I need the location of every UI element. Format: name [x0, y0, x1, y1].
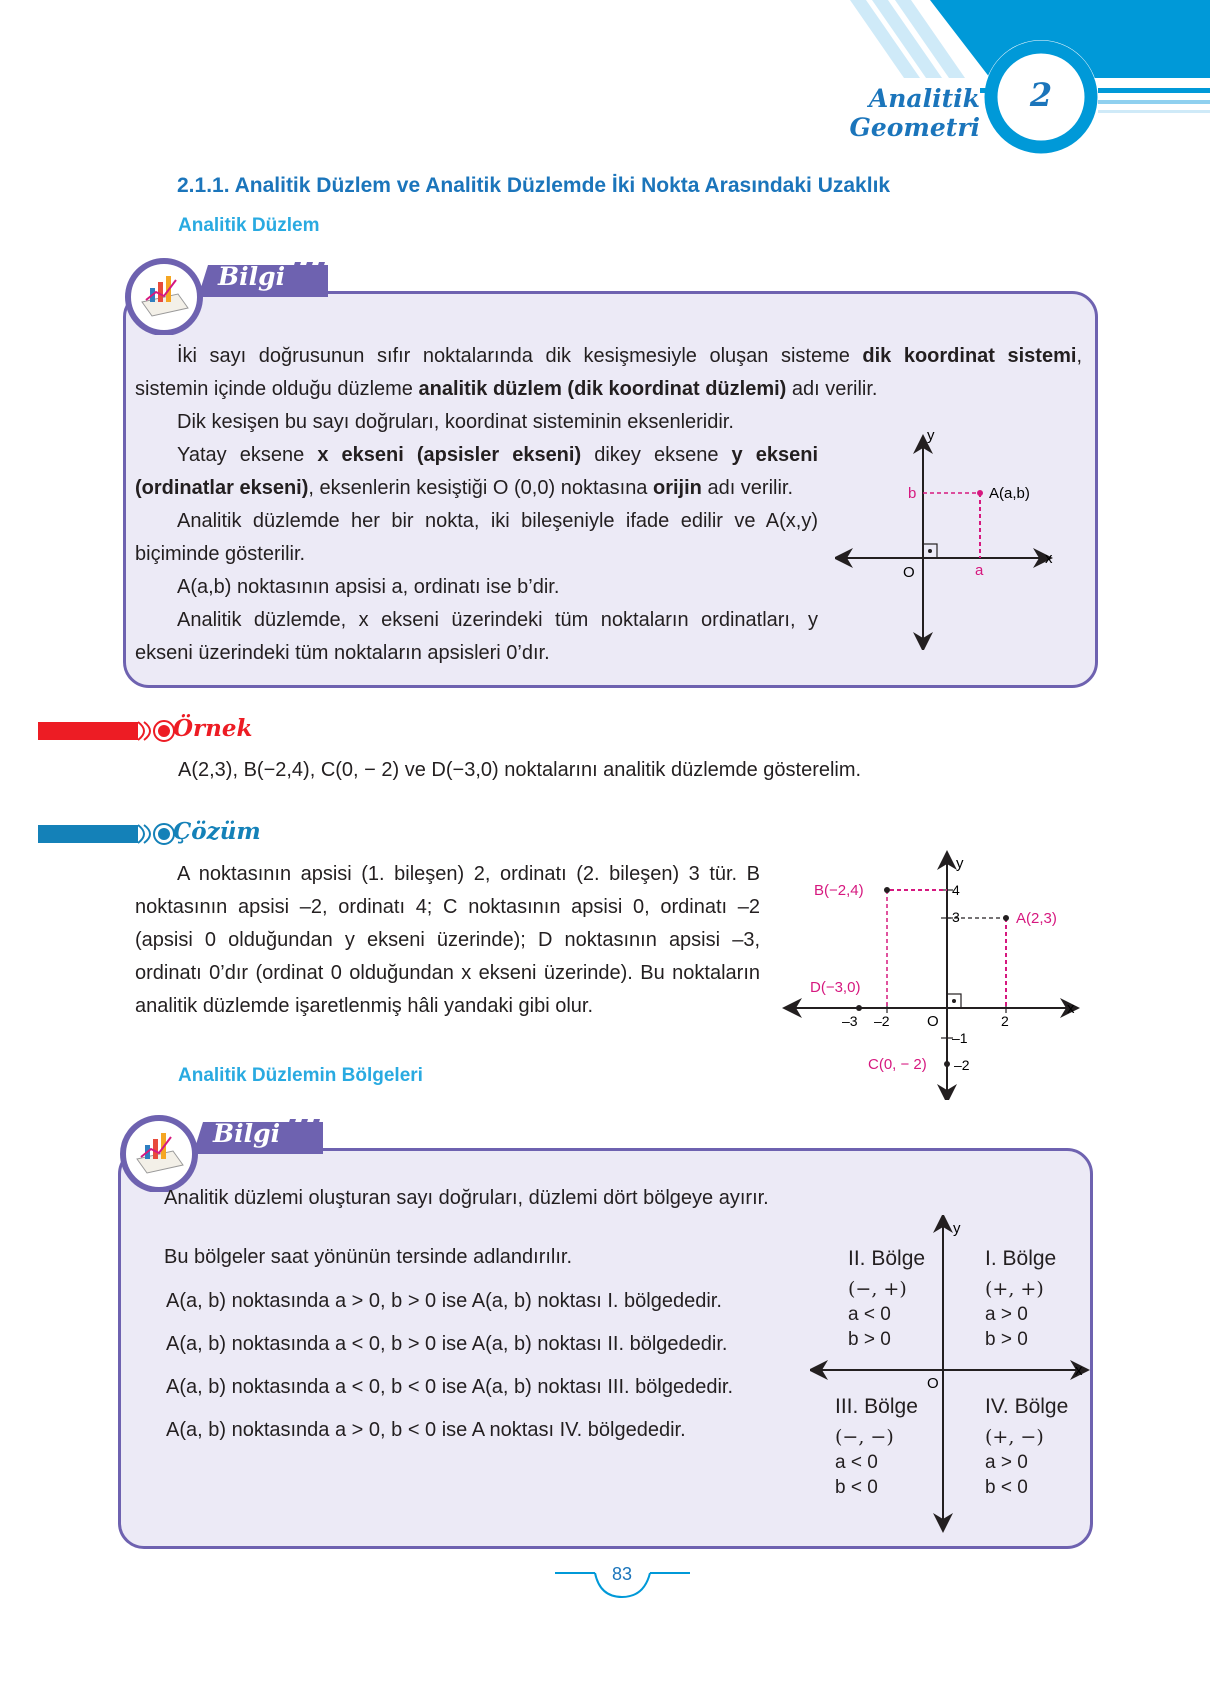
- quadrant-title: III. Bölge: [835, 1395, 918, 1418]
- point-b-label: B(−2,4): [814, 882, 864, 899]
- tick-label: 4: [952, 882, 960, 898]
- section-title: 2.1.1. Analitik Düzlem ve Analitik Düzlemde İki Nokta Arasındaki Uzaklık: [177, 174, 891, 197]
- term: y ekseni (ordinatlar ekseni): [135, 444, 819, 499]
- quadrant-a: a > 0: [985, 1304, 1028, 1325]
- quadrant-sign: (−, −): [835, 1426, 894, 1448]
- quadrant-sign: (−, +): [848, 1278, 907, 1300]
- tick-label: 3: [952, 909, 960, 925]
- text: dikey eksene: [581, 444, 732, 466]
- info-label-arrows: [287, 261, 325, 289]
- text: , sistemin içinde olduğu düzleme: [135, 345, 1082, 400]
- info-label: Bilgi: [213, 1119, 281, 1148]
- tick-label: –2: [954, 1057, 970, 1073]
- tick-label: –2: [874, 1013, 890, 1029]
- quadrant-3: [835, 1395, 955, 1500]
- info-text: [135, 340, 1082, 406]
- paragraph: Analitik düzlemde her bir nokta, iki bileşeniyle ifade edilir ve A(x,y) biçiminde gösterilir.: [135, 510, 818, 565]
- text: Yatay eksene: [177, 444, 318, 466]
- point-c: [944, 1061, 950, 1067]
- quadrant-1: [985, 1247, 1085, 1352]
- info-label: Bilgi: [218, 262, 286, 291]
- quadrant-b: b > 0: [848, 1329, 891, 1350]
- text: , eksenlerin kesiştiği O (0,0) noktasına: [308, 477, 653, 499]
- x-axis-label: x: [1075, 1362, 1083, 1379]
- point-c-label: C(0, − 2): [868, 1056, 927, 1073]
- quadrant-title: II. Bölge: [848, 1247, 926, 1270]
- info-text-narrow: [135, 406, 818, 670]
- term: analitik düzlem (dik koordinat düzlemi): [418, 378, 787, 400]
- text: adı verilir.: [701, 477, 794, 499]
- info-label-arrows: [282, 1118, 320, 1146]
- solution-label: Çözüm: [173, 818, 261, 845]
- quadrant-title: IV. Bölge: [985, 1395, 1069, 1418]
- paragraph: A(a,b) noktasının apsisi a, ordinatı ise b’dir.: [177, 576, 560, 598]
- y-axis-label: y: [927, 427, 935, 444]
- info-line: A(a, b) noktasında a < 0, b < 0 ise A(a, b) noktası III. bölgededir.: [166, 1376, 734, 1398]
- paragraph: A noktasının apsisi (1. bileşen) 2, ordinatı (2. bileşen) 3 tür. B noktasının apsisi –2, ordinatı 4; C noktasının apsisi 0, ordinatı –2 (apsisi 0 olduğundan y ekseni üzerinde); D noktasının apsisi –3, ordinatı 0’dır (ordinat 0 olduğundan x ekseni üzerinde). Bu noktaların analitik düzlemde işaretlenmiş hâli yandaki gibi olur.: [135, 863, 760, 1017]
- chart-icon: [133, 1129, 185, 1177]
- point-a: [977, 490, 983, 496]
- example-label: Örnek: [173, 715, 253, 742]
- example-text: A(2,3), B(−2,4), C(0, − 2) ve D(−3,0) noktalarını analitik düzlemde gösterelim.: [178, 759, 862, 781]
- quadrant-a: a < 0: [848, 1304, 891, 1325]
- term: x ekseni (apsisler ekseni): [317, 444, 582, 466]
- x-axis-label: x: [1067, 1000, 1075, 1017]
- b-label: b: [908, 485, 917, 502]
- quadrant-b: b < 0: [835, 1477, 878, 1498]
- quadrant-b: b < 0: [985, 1477, 1028, 1498]
- a-label: a: [975, 562, 984, 579]
- quadrant-a: a > 0: [985, 1452, 1028, 1473]
- tick-label: –1: [952, 1030, 968, 1046]
- info-line: A(a, b) noktasında a > 0, b > 0 ise A(a, b) noktası I. bölgededir.: [166, 1290, 722, 1312]
- tick-label: 2: [1001, 1013, 1009, 1029]
- solution-text: [135, 858, 760, 1023]
- quadrant-sign: (+, −): [985, 1426, 1044, 1448]
- quadrant-2: [848, 1247, 958, 1352]
- chapter-title: Analitik Geometri: [849, 84, 980, 142]
- y-axis-label: y: [953, 1220, 961, 1237]
- chart-icon: [138, 272, 190, 320]
- info-line: A(a, b) noktasında a < 0, b > 0 ise A(a, b) noktası II. bölgededir.: [166, 1333, 728, 1355]
- page-number: 83: [611, 1564, 633, 1584]
- paragraph: Dik kesişen bu sayı doğruları, koordinat sisteminin eksenleridir.: [177, 411, 734, 433]
- y-axis-label: y: [956, 855, 964, 872]
- point-d-label: D(−3,0): [810, 979, 861, 996]
- info-line: A(a, b) noktasında a > 0, b < 0 ise A noktası IV. bölgededir.: [166, 1419, 686, 1441]
- info-line: Analitik düzlemi oluşturan sayı doğruları, düzlemi dört bölgeye ayırır.: [164, 1187, 769, 1209]
- point-a-label: A(a,b): [989, 485, 1030, 502]
- quadrant-title: I. Bölge: [985, 1247, 1057, 1270]
- chapter-number: 2: [1029, 76, 1053, 114]
- paragraph: Analitik düzlemde, x ekseni üzerindeki tüm noktaların ordinatları, y ekseni üzerindeki tüm noktaların apsisleri 0’dır.: [135, 609, 818, 664]
- solution-banner: [38, 821, 178, 847]
- info-line: Bu bölgeler saat yönünün tersinde adlandırılır.: [164, 1246, 573, 1268]
- points-graph: [780, 850, 1090, 1100]
- x-axis-label: x: [1045, 550, 1053, 567]
- coordinate-graph: [835, 420, 1075, 650]
- paragraph: [135, 439, 818, 505]
- point-b: [884, 887, 890, 893]
- point-a: [1003, 915, 1009, 921]
- text: İki sayı doğrusunun sıfır noktalarında dik kesişmesiyle oluşan sisteme: [177, 345, 863, 367]
- subsection-title: Analitik Düzlemin Bölgeleri: [178, 1065, 423, 1086]
- tick-label: –3: [842, 1013, 858, 1029]
- term: dik koordinat sistemi: [862, 345, 1077, 367]
- quadrant-b: b > 0: [985, 1329, 1028, 1350]
- term: orijin: [653, 477, 702, 499]
- point-a-label: A(2,3): [1016, 910, 1057, 927]
- quadrant-sign: (+, +): [985, 1278, 1044, 1300]
- quadrant-a: a < 0: [835, 1452, 878, 1473]
- origin-label: O: [927, 1375, 939, 1392]
- origin-label: O: [927, 1013, 939, 1030]
- subsection-title: Analitik Düzlem: [178, 215, 320, 236]
- example-banner: [38, 718, 178, 744]
- text: adı verilir.: [786, 378, 878, 400]
- paragraph: [135, 340, 1082, 406]
- quadrant-4: [985, 1395, 1085, 1500]
- point-d: [856, 1005, 862, 1011]
- origin-label: O: [903, 564, 915, 581]
